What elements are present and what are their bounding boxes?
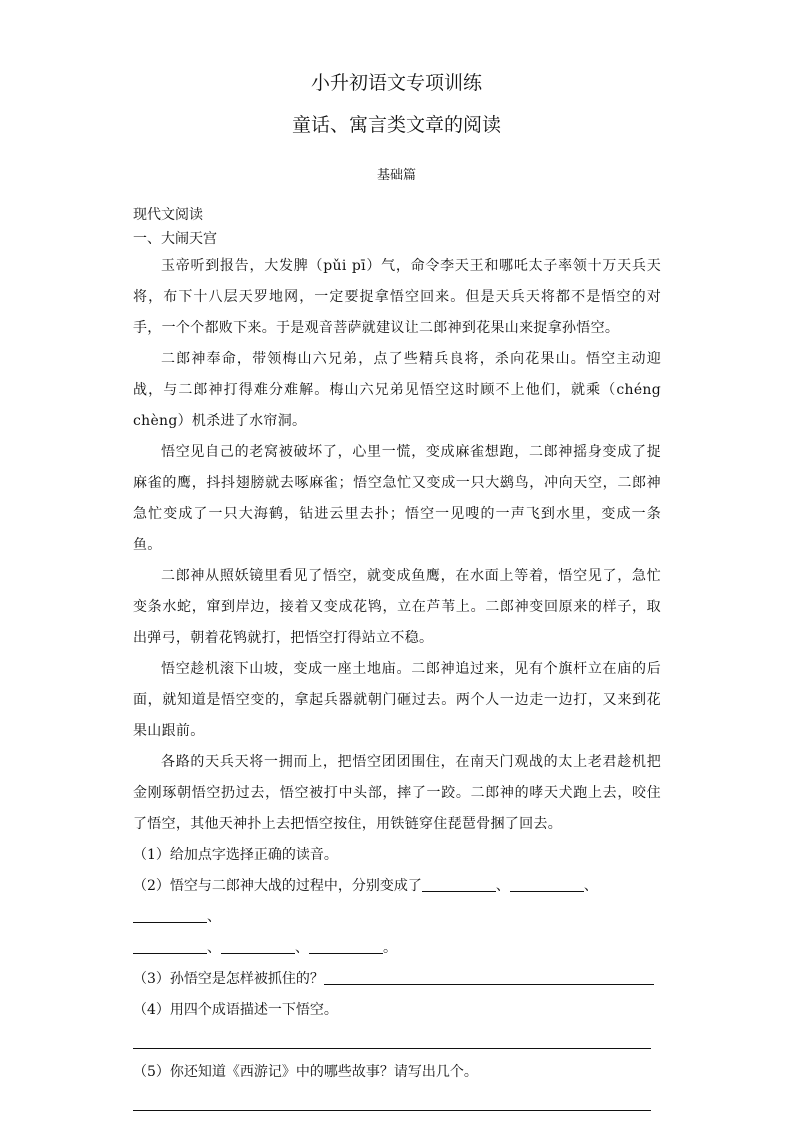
paragraph: 悟空趁机滚下山坡，变成一座土地庙。二郎神追过来，见有个旗杆立在庙的后面，就知道是悟空变的，拿起兵器就朝门砸过去。两个人一边走一边打，又来到花果山跟前。 <box>133 661 661 739</box>
paragraph: 二郎神奉命，带领梅山六兄弟，点了些精兵良将，杀向花果山。悟空主动迎战，与二郎神打得难分难解。梅山六兄弟见悟空这时顾不上他们，就乘（chéng chèng）机杀进了水帘洞。 <box>133 351 661 429</box>
answer-blank[interactable] <box>309 937 383 954</box>
separator: 、 <box>583 878 598 894</box>
answer-line[interactable] <box>133 1088 651 1111</box>
question-4: （4）用四个成语描述一下悟空。 <box>133 1002 338 1018</box>
separator: 、 <box>495 878 510 894</box>
paragraph: 各路的天兵天将一拥而上，把悟空团团围住，在南天门观战的太上老君趁机把金刚琢朝悟空扔过去，悟空被打中头部，摔了一跤。二郎神的哮天犬跑上去，咬住了悟空，其他天神扑上去把悟空按住，用铁链穿住琵琶骨捆了回去。 <box>133 754 661 832</box>
question-3 <box>133 964 661 995</box>
question-2 <box>133 871 661 933</box>
section-label: 现代文阅读 <box>133 207 203 223</box>
answer-line[interactable] <box>133 1026 651 1049</box>
paragraph: 玉帝听到报告，大发脾（pǔi pī）气，命令李天王和哪吒太子率领十万天兵天将，布下十八层天罗地网，一定要捉拿悟空回来。但是天兵天将都不是悟空的对手，一个个都败下来。于是观音菩萨就建议让二郎神到花果山来捉拿孙悟空。 <box>133 258 661 336</box>
question-2-text: （2）悟空与二郎神大战的过程中，分别变成了 <box>133 878 422 894</box>
answer-blank[interactable] <box>133 906 207 923</box>
separator: 、 <box>207 909 221 925</box>
level-label: 基础篇 <box>376 168 416 183</box>
separator: 、 <box>295 940 309 956</box>
answer-blank[interactable] <box>133 937 207 954</box>
document-body <box>133 203 661 1119</box>
answer-blank[interactable] <box>324 968 654 985</box>
document-subtitle: 童话、寓言类文章的阅读 <box>291 114 501 136</box>
section-heading: 一、大闹天宫 <box>133 231 217 247</box>
paragraph: 悟空见自己的老窝被破坏了，心里一慌，变成麻雀想跑，二郎神摇身变成了捉麻雀的鹰，抖抖翅膀就去啄麻雀；悟空急忙又变成一只大鹚鸟，冲向天空，二郎神急忙变成了一只大海鹤，钻进云里去扑；悟空一见嗖的一声飞到水里，变成一条鱼。 <box>133 444 661 553</box>
question-3-text: （3）孙悟空是怎样被抓住的？ <box>133 971 324 987</box>
paragraph: 二郎神从照妖镜里看见了悟空，就变成鱼鹰，在水面上等着，悟空见了，急忙变条水蛇，窜到岸边，接着又变成花鸨，立在芦苇上。二郎神变回原来的样子，取出弹弓，朝着花鸨就打，把悟空打得站立不稳。 <box>133 568 661 646</box>
document-title: 小升初语文专项训练 <box>310 72 482 94</box>
period: 。 <box>383 940 397 956</box>
question-5: （5）你还知道《西游记》中的哪些故事？请写出几个。 <box>133 1064 478 1080</box>
answer-blank[interactable] <box>221 937 295 954</box>
question-1: （1）给加点字选择正确的读音。 <box>133 847 338 863</box>
answer-blank[interactable] <box>422 875 496 892</box>
separator: 、 <box>207 940 221 956</box>
question-2-continued <box>133 933 661 964</box>
answer-blank[interactable] <box>510 875 584 892</box>
